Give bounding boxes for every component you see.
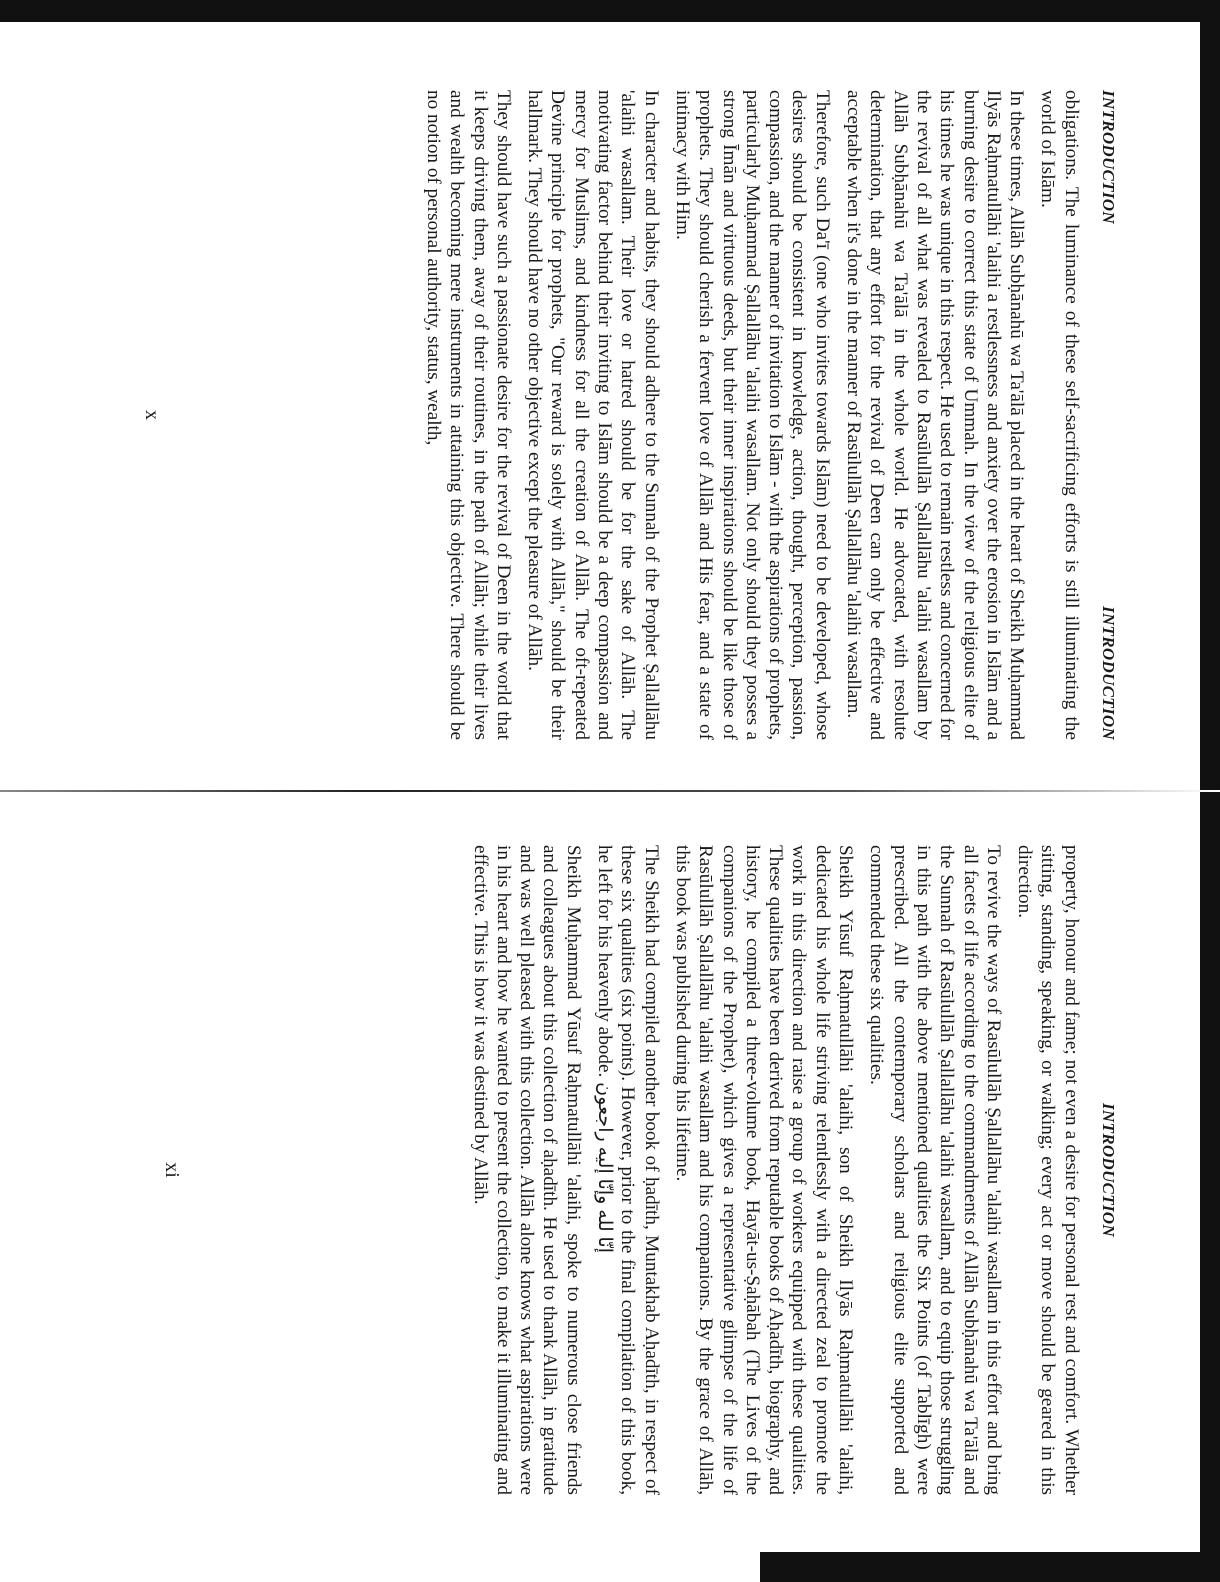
running-head-left: INTRODUCTION	[1099, 90, 1118, 224]
running-heads	[1097, 90, 1120, 740]
book-gutter	[0, 790, 1220, 792]
paragraph: Sheikh Yūsuf Raḥmatullāhi 'alaihi, son of Sheikh Ilyās Raḥmatullāhi 'alaihi, dedicated his whole life striving relentlessly with a directed zeal to promote the work in this direction and raise a group of workers equipped with these qualities. These qualities have been derived from reputable books of Aḥadīth, biography, and history, he compiled a three-volume book, Hayāt-us-Ṣaḥābah (The Lives of the companions of the Prophet), which gives a representative glimpse of the life of Rasūlullāh Ṣallallāhu 'alaihi wasallam and his companions. By the grace of Allāh, this book was published during his lifetime.	[671, 845, 857, 1495]
paragraph: Therefore, such Da'ī (one who invites towards Islām) need to be developed, whose desires should be consistent in knowledge, action, thought, perception, passion, compassion, and the manner of invitation to Islām - with the aspirations of prophets, particularly Muḥammad Ṣallallāhu 'alaihi wasallam. Not only should they posses a strong Īmān and virtuous deeds, but their inner inspirations should be like those of prophets. They should cherish a fervent love of Allāh and His fear, and a state of intimacy with Him.	[671, 90, 833, 740]
paragraph: They should have such a passionate desire for the revival of Deen in the world that it keeps driving them, away of their routines, in the path of Allāh; while their lives and wealth becoming mere instruments in attaining this objective. There should be no notion of personal authority, status, wealth,	[422, 90, 514, 740]
running-head-right: INTRODUCTION	[1099, 606, 1118, 740]
page-x	[100, 90, 1120, 740]
paragraph: In these times, Allāh Subḥānahū wa Ta'ālā placed in the heart of Sheikh Muḥammad Ilyās Raḥmatullāhi 'alaihi a restlessness and anxiety over the erosion in Islām and a burning desire to correct this state of Ummah. In the view of the religious elite of his times he was unique in this respect. He used to remain restless and concerned for the revival of all what was revealed to Rasūlullāh Ṣallallāhu 'alaihi wasallam by Allāh Subḥānahū wa Ta'ālā in the whole world. He advocated, with resolute determination, that any effort for the revival of Deen can only be effective and acceptable when it's done in the manner of Rasūlullāh Ṣallallāhu 'alaihi wasallam.	[843, 90, 1028, 740]
page-number: x	[141, 410, 164, 420]
paragraph: In character and habits, they should adhere to the Sunnah of the Prophet Ṣallallāhu 'alaihi wasallam. Their love or hatred should be for the sake of Allāh. The motivating factor behind their inviting to Islām should be a deep compassion and mercy for Muslims, and kindness for all the creation of Allāh. The oft-repeated Devine principle for prophets, "Our reward is solely with Allāh," should be their hallmark. They should have no other objective except the pleasure of Allāh.	[524, 90, 662, 740]
paragraph: Sheikh Muḥammad Yūsuf Raḥmatullāhi 'alaihi, spoke to numerous close friends and colleagues about this collection of aḥadīth. He used to thank Allāh, in gratitude and was well pleased with this collection. Allāh alone knows what aspirations were in his heart and how he wanted to present the collection, to make it illuminating and effective. This is how it was destined by Allāh.	[469, 845, 584, 1495]
paragraph: obligations. The luminance of these self-sacrificing efforts is still illuminating the world of Islām.	[1037, 90, 1082, 740]
running-head: INTRODUCTION	[1099, 1103, 1118, 1237]
page-number: xi	[161, 1162, 184, 1178]
paragraph: To revive the ways of Rasūlullāh Ṣallallāhu 'alaihi wasallam in this effort and bring all facets of life according to the commandments of Allāh Subḥānahū wa Ta'ālā and the Sunnah of Rasūlullāh Ṣallallāhu 'alaihi wasallam, and to equip those struggling in this path with the above mentioned qualities the Six Points (of Tablīgh) were prescribed. All the contemporary scholars and religious elite supported and commended these six qualities.	[866, 845, 1004, 1495]
page-xi	[100, 845, 1120, 1495]
paragraph: property, honour and fame; not even a desire for personal rest and comfort. Whether sitting, standing, speaking, or walking; every act or move should be geared in this direction.	[1014, 845, 1082, 1495]
paragraph: The Sheikh had compiled another book of ḥadīth, Muntakhab Aḥadīth, in respect of these six qualities (six points). However, prior to the final compilation of this book, he left for his heavenly abode. إنّا لله وإنّا إليه راجعون	[594, 845, 662, 1495]
